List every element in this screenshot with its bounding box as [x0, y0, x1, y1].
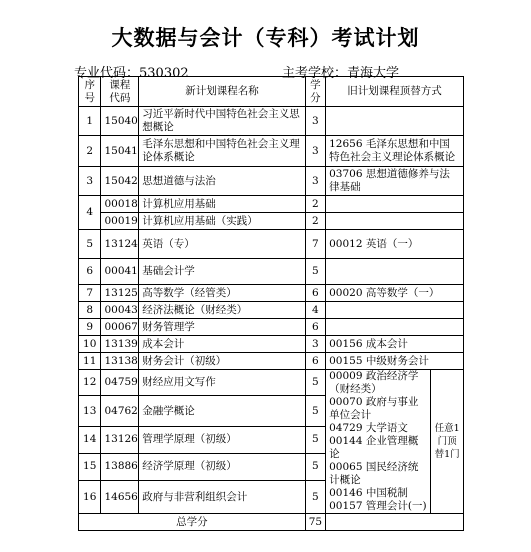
credit-cell: 5	[305, 427, 325, 453]
exam-plan-table	[78, 76, 464, 531]
elective-substitute-list	[326, 370, 431, 514]
seq-cell: 11	[79, 353, 101, 370]
exam-school: 主考学校：青海大学	[282, 66, 400, 81]
seq-cell: 4	[79, 196, 101, 230]
course-name-cell: 计算机应用基础（实践）	[139, 213, 305, 230]
old-plan-cell	[326, 302, 464, 319]
code-cell: 13125	[101, 285, 139, 302]
elective-course: 04729 大学语文	[329, 422, 408, 434]
course-name-cell: 财务会计（初级）	[139, 353, 305, 370]
seq-cell: 8	[79, 302, 101, 319]
table-row	[79, 336, 464, 353]
elective-course: 00146 中国税制	[329, 487, 408, 499]
header-old-plan: 旧计划课程顶替方式	[326, 77, 464, 107]
course-name-cell: 高等数学（经管类）	[139, 285, 305, 302]
course-name-cell: 金融学概论	[139, 396, 305, 427]
credit-cell: 5	[305, 370, 325, 396]
total-label: 总学分	[79, 514, 306, 531]
header-code: 课程代码	[101, 77, 139, 107]
credit-cell: 5	[305, 453, 325, 481]
table-row	[79, 213, 464, 230]
table-row	[79, 259, 464, 285]
course-name-cell: 财经应用文写作	[139, 370, 305, 396]
seq-cell: 13	[79, 396, 101, 427]
code-cell: 04759	[101, 370, 139, 396]
credit-cell: 7	[305, 230, 325, 259]
course-name-cell: 基础会计学	[139, 259, 305, 285]
code-cell: 13124	[101, 230, 139, 259]
credit-cell: 5	[305, 259, 325, 285]
elective-rule-note: 任意1门顶替1门	[431, 370, 464, 514]
table-row	[79, 370, 464, 396]
old-plan-cell: 00156 成本会计	[326, 336, 464, 353]
code-cell: 13126	[101, 427, 139, 453]
seq-cell: 1	[79, 107, 101, 136]
major-code: 专业代码：530302	[74, 66, 189, 81]
course-name-cell: 计算机应用基础	[139, 196, 305, 213]
code-cell: 04762	[101, 396, 139, 427]
table-row	[79, 353, 464, 370]
credit-cell: 2	[305, 213, 325, 230]
table-row	[79, 196, 464, 213]
total-empty-cell	[326, 514, 464, 531]
table-row	[79, 319, 464, 336]
header-seq: 序号	[79, 77, 101, 107]
total-row	[79, 514, 464, 531]
course-name-cell: 经济学原理（初级）	[139, 453, 305, 481]
credit-cell: 5	[305, 396, 325, 427]
course-name-cell: 管理学原理（初级）	[139, 427, 305, 453]
seq-cell: 2	[79, 136, 101, 167]
seq-cell: 12	[79, 370, 101, 396]
page-title: 大数据与会计（专科）考试计划	[111, 26, 420, 50]
credit-cell: 6	[305, 319, 325, 336]
course-name-cell: 英语（专）	[139, 230, 305, 259]
total-credit: 75	[305, 514, 325, 531]
code-cell: 15042	[101, 167, 139, 196]
course-name-cell: 毛泽东思想和中国特色社会主义理论体系概论	[139, 136, 305, 167]
code-cell: 15041	[101, 136, 139, 167]
credit-cell: 6	[305, 285, 325, 302]
table-row	[79, 285, 464, 302]
code-cell: 15040	[101, 107, 139, 136]
credit-cell: 5	[305, 481, 325, 514]
credit-cell: 4	[305, 302, 325, 319]
seq-cell: 3	[79, 167, 101, 196]
elective-course: 00065 国民经济统计概论	[329, 461, 419, 486]
code-cell: 14656	[101, 481, 139, 514]
course-name-cell: 政府与非营利组织会计	[139, 481, 305, 514]
credit-cell: 3	[305, 336, 325, 353]
code-cell: 13886	[101, 453, 139, 481]
old-plan-cell: 03706 思想道德修养与法律基础	[326, 167, 464, 196]
credit-cell: 3	[305, 107, 325, 136]
code-cell: 13139	[101, 336, 139, 353]
code-cell: 00018	[101, 196, 139, 213]
table-row	[79, 107, 464, 136]
old-plan-cell	[326, 107, 464, 136]
elective-course: 00009 政治经济学（财经类）	[329, 370, 419, 395]
course-name-cell: 成本会计	[139, 336, 305, 353]
table-row	[79, 136, 464, 167]
credit-cell: 3	[305, 167, 325, 196]
seq-cell: 9	[79, 319, 101, 336]
course-name-cell: 经济法概论（财经类）	[139, 302, 305, 319]
seq-cell: 16	[79, 481, 101, 514]
old-plan-cell: 00155 中级财务会计	[326, 353, 464, 370]
credit-cell: 2	[305, 196, 325, 213]
course-name-cell: 习近平新时代中国特色社会主义思想概论	[139, 107, 305, 136]
table-row	[79, 230, 464, 259]
seq-cell: 15	[79, 453, 101, 481]
code-cell: 00067	[101, 319, 139, 336]
old-plan-cell: 00012 英语（一）	[326, 230, 464, 259]
seq-cell: 10	[79, 336, 101, 353]
old-plan-cell: 12656 毛泽东思想和中国特色社会主义理论体系概论	[326, 136, 464, 167]
old-plan-cell	[326, 196, 464, 213]
course-name-cell: 财务管理学	[139, 319, 305, 336]
old-plan-cell	[326, 259, 464, 285]
table-header-row	[79, 77, 464, 107]
course-name-cell: 思想道德与法治	[139, 167, 305, 196]
header-credit: 学分	[305, 77, 325, 107]
elective-course: 00144 企业管理概论	[329, 435, 419, 460]
old-plan-cell: 00020 高等数学（一）	[326, 285, 464, 302]
code-cell: 00041	[101, 259, 139, 285]
code-cell: 13138	[101, 353, 139, 370]
seq-cell: 7	[79, 285, 101, 302]
seq-cell: 5	[79, 230, 101, 259]
old-plan-cell	[326, 213, 464, 230]
code-cell: 00043	[101, 302, 139, 319]
table-row	[79, 302, 464, 319]
table-row	[79, 167, 464, 196]
header-course-name: 新计划课程名称	[139, 77, 305, 107]
credit-cell: 6	[305, 353, 325, 370]
old-plan-cell	[326, 319, 464, 336]
credit-cell: 3	[305, 136, 325, 167]
elective-course: 00070 政府与事业单位会计	[329, 396, 419, 421]
seq-cell: 6	[79, 259, 101, 285]
code-cell: 00019	[101, 213, 139, 230]
seq-cell: 14	[79, 427, 101, 453]
elective-course: 00157 管理会计(一)	[329, 500, 427, 512]
